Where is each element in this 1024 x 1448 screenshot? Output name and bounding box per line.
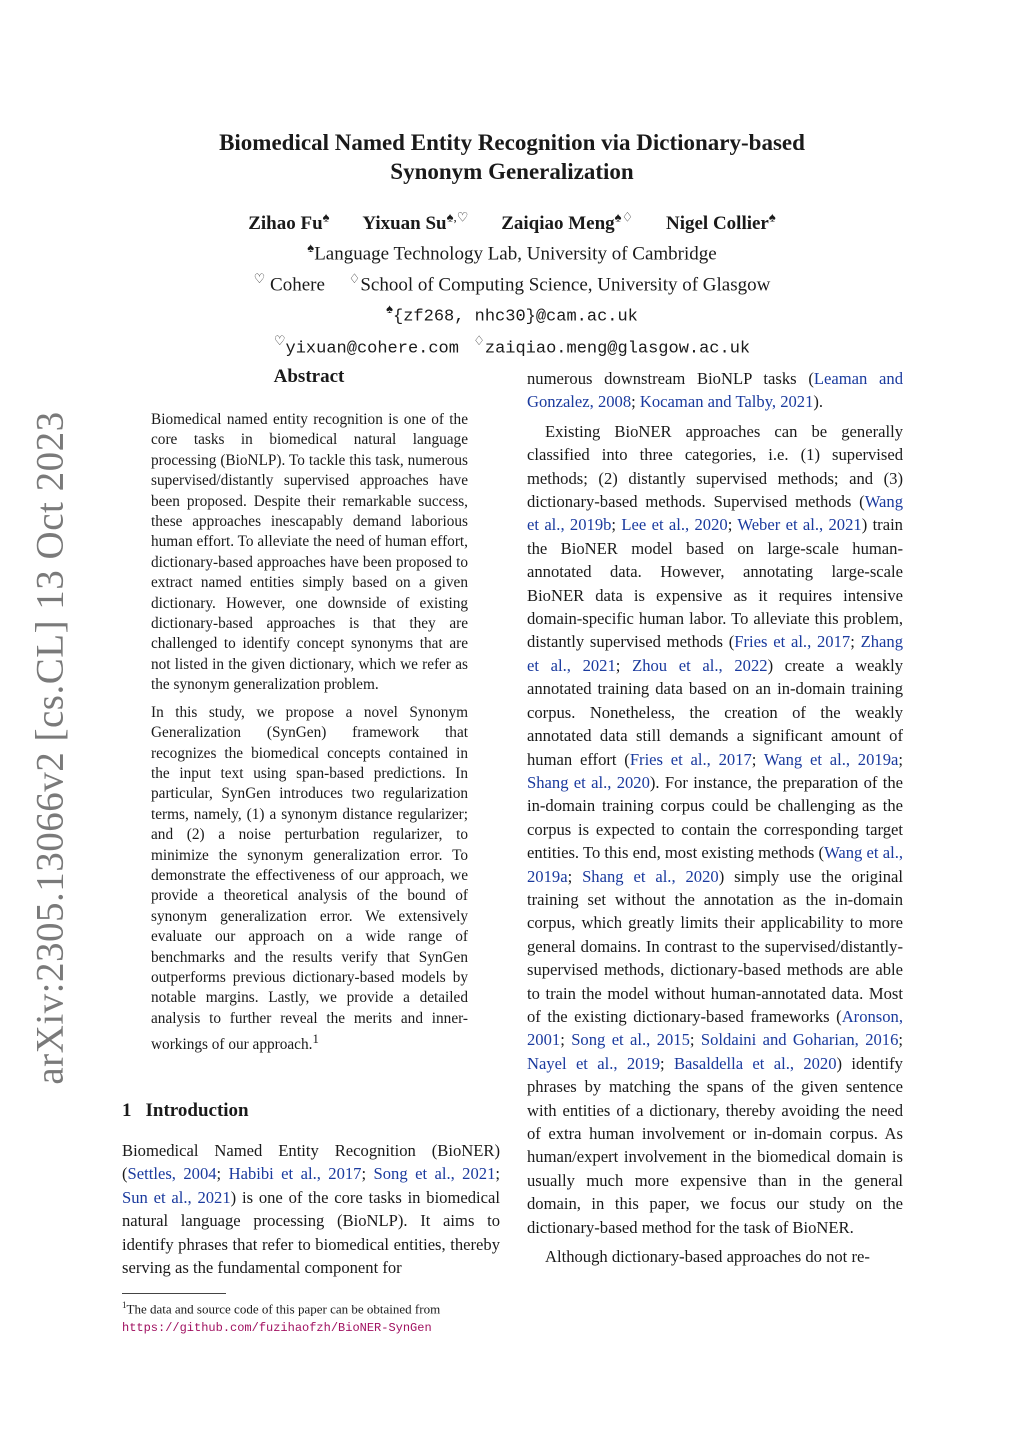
right-column <box>527 367 903 1268</box>
email-cohere-glasgow: ♡yixuan@cohere.com ♢zaiqiao.meng@glasgow.ac.uk <box>273 333 751 359</box>
citation-link[interactable]: Shang et al., 2020 <box>582 866 719 886</box>
abstract-paragraph-1: Biomedical named entity recognition is one of the core tasks in biomedical natural language processing (BioNLP). To tackle this task, numerous supervised/distantly supervised approaches have been proposed. Despite their remarkable success, these approaches inescapably demand laborious human effort. To alleviate the need of human effort, dictionary-based approaches have been proposed to extract named entities simply based on a given dictionary. However, one downside of existing dictionary-based approaches is that they are challenged to identify concept synonyms that are not listed in the given dictionary, which we refer as the synonym generalization problem. <box>151 411 468 694</box>
citation-link[interactable]: Zhou et al., 2022 <box>632 655 768 675</box>
intro-paragraph: Biomedical Named Entity Recognition (BioNER) (Settles, 2004; Habibi et al., 2017; Song et al., 2021; Sun et al., 2021) is one of the core tasks in biomedical natural language processing (BioNLP). It aims to identify phrases that refer to biomedical entities, thereby serving as the fundamental component for <box>122 1141 500 1278</box>
author-zaiqiao-meng: Zaiqiao Meng♠♢ <box>501 210 634 235</box>
citation-link[interactable]: Soldaini and Goharian, 2016 <box>700 1030 899 1050</box>
citation-link[interactable]: Sun et al., 2021 <box>122 1187 231 1207</box>
affiliation-cohere-glasgow: ♡ Cohere ♢School of Computing Science, University of Glasgow <box>253 270 771 295</box>
citation-link[interactable]: Weber et al., 2021 <box>737 515 862 535</box>
title-line-1: Biomedical Named Entity Recognition via Dictionary-based <box>219 130 805 155</box>
section-heading-introduction: 1 Introduction <box>122 1100 249 1121</box>
citation-link[interactable]: Basaldella et al., 2020 <box>673 1053 837 1073</box>
abstract-paragraph-2: In this study, we propose a novel Synonym Generalization (SynGen) framework that recognizes the biomedical concepts contained in the input text using span-based predictions. In particular, SynGen introduces two regularization terms, namely, (1) a synonym distance regularizer; and (2) a noise perturbation regularizer, to minimize the synonym generalization error. To demonstrate the effectiveness of our approach, we provide a theoretical analysis of the bound of synonym generalization error. We extensively evaluate our approach on a wide range of benchmarks and the results verify that SynGen outperforms previous dictionary-based models by notable margins. Lastly, we provide a detailed analysis to further reveal the merits and inner-workings of our approach.$^1$ <box>151 703 468 1054</box>
github-link[interactable]: https://github.com/fuzihaofzh/BioNER-SynGen <box>122 1321 432 1336</box>
title-line-2: Synonym Generalization <box>390 159 634 184</box>
citation-link[interactable]: Kocaman and Talby, 2021 <box>639 392 814 412</box>
citation-link[interactable]: Song et al., 2021 <box>373 1164 496 1184</box>
citation-link[interactable]: Settles, 2004 <box>127 1164 217 1184</box>
author-block <box>140 206 884 362</box>
citation-link[interactable]: Fries et al., 2017 <box>734 632 851 652</box>
author-zihao-fu: Zihao Fu♠ <box>248 210 330 235</box>
paper-title <box>140 128 884 186</box>
citation-link[interactable]: Shang et al., 2020 <box>527 772 650 792</box>
citation-link[interactable]: Wang et al., 2019a <box>763 749 899 769</box>
email-cambridge[interactable]: ♠{zf268, nhc30}@cam.ac.uk <box>386 300 638 327</box>
citation-link[interactable]: Aronson, 2001 <box>527 1006 903 1050</box>
citation-link[interactable]: Lee et al., 2020 <box>621 515 728 535</box>
abstract-body <box>151 410 468 1063</box>
citation-link[interactable]: Fries et al., 2017 <box>629 749 752 769</box>
affiliation-cambridge: ♠Language Technology Lab, University of Cambridge <box>307 240 717 265</box>
footnote-marker[interactable]: 1 <box>312 1032 319 1047</box>
abstract-heading: Abstract <box>273 366 345 387</box>
footnote-divider <box>122 1293 226 1294</box>
author-nigel-collier: Nigel Collier♠ <box>665 210 776 235</box>
right-paragraph-3: Although dictionary-based approaches do not re- <box>545 1247 870 1267</box>
citation-link[interactable]: Nayel et al., 2019 <box>527 1053 661 1073</box>
citation-link[interactable]: Leaman and Gonzalez, 2008 <box>527 369 903 412</box>
author-yixuan-su: Yixuan Su♠,♡ <box>362 210 469 235</box>
email-glasgow[interactable]: zaiqiao.meng@glasgow.ac.uk <box>484 339 751 359</box>
citation-link[interactable]: Zhang et al., 2021 <box>527 632 903 675</box>
citation-link[interactable]: Wang et al., 2019a <box>527 843 903 886</box>
author-names <box>140 206 884 236</box>
footnote: $^1$The data and source code of this paper can be obtained from https://github.com/fuzihaofzh/BioNER-SynGen <box>122 1300 441 1336</box>
right-paragraph-2: Existing BioNER approaches can be generally classified into three categories, i.e. (1) supervised methods; (2) distantly supervised methods; and (3) dictionary-based methods. Supervised methods (Wang et al., 2019b; Lee et al., 2020; Weber et al., 2021) train the BioNER model based on large-scale human-annotated data. However, annotating large-scale BioNER data is expensive as it requires intensive domain-specific human labor. To alleviate this problem, distantly supervised methods (Fries et al., 2017; Zhang et al., 2021; Zhou et al., 2022) create a weakly annotated training data based on an in-domain training corpus. Nonetheless, the creation of the weakly annotated data still demands a significant amount of human effort (Fries et al., 2017; Wang et al., 2019a; Shang et al., 2020). For instance, the preparation of the in-domain training corpus could be challenging as the corpus is expected to contain the corresponding target entities. To this end, most existing methods (Wang et al., 2019a; Shang et al., 2020) simply use the original training set without the annotation as the in-domain corpus, which greatly limits their applicability to more general domains. In contrast to the supervised/distantly-supervised methods, dictionary-based methods are able to train the model without human-annotated data. Most of the existing dictionary-based frameworks (Aronson, 2001; Song et al., 2015; Soldaini and Goharian, 2016; Nayel et al., 2019; Basaldella et al., 2020) identify phrases by matching the spans of the given sentence with entities of a dictionary, thereby avoiding the need of extra human involvement or in-domain corpus. As human/expert involvement in the biomedical domain is usually much more expensive than in the general domain, in this paper, we focus our study on the dictionary-based method for the task of BioNER. <box>527 421 904 1237</box>
citation-link[interactable]: Wang et al., 2019b <box>527 492 903 535</box>
citation-link[interactable]: Song et al., 2015 <box>571 1030 690 1050</box>
arxiv-identifier: arXiv:2305.13066v2 [cs.CL] 13 Oct 2023 <box>28 411 72 1085</box>
email-cohere[interactable]: yixuan@cohere.com <box>285 339 459 359</box>
right-paragraph-1: numerous downstream BioNLP tasks (Leaman and Gonzalez, 2008; Kocaman and Talby, 2021). <box>527 369 903 412</box>
citation-link[interactable]: Habibi et al., 2017 <box>228 1164 362 1184</box>
